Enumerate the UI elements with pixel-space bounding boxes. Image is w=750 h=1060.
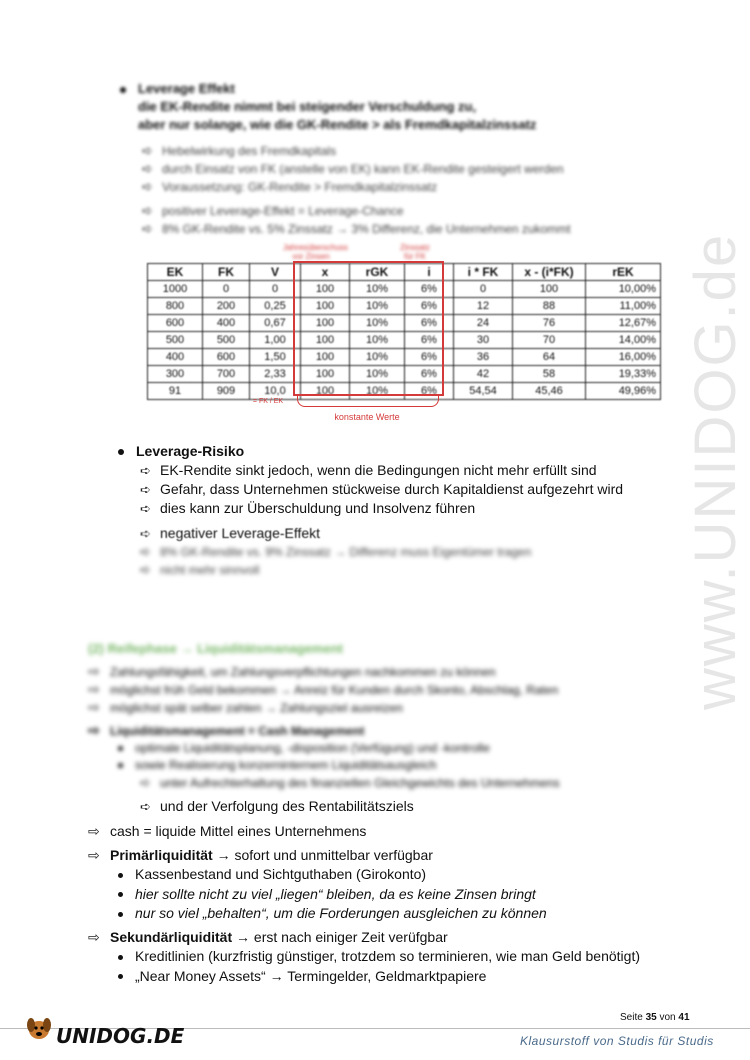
- table-row: [148, 349, 661, 366]
- label-i: Zinssatz für FK: [400, 243, 430, 261]
- table-cell: 91: [148, 383, 203, 400]
- table-cell: 16,00%: [586, 349, 661, 366]
- bullet-icon: [118, 955, 123, 960]
- arrow-icon: ➪: [140, 501, 151, 516]
- table-cell: 10%: [350, 349, 405, 366]
- list-item: ⇨ möglichst früh Geld bekommen → Anreiz für Kunden durch Skonto, Abschlag, Raten: [88, 681, 559, 697]
- table-cell: 14,00%: [586, 332, 661, 349]
- list-item: Kreditlinien (kurzfristig günstiger, trotzdem so terminieren, wie man Geld benötigt): [118, 947, 728, 967]
- bullet-icon: [120, 87, 126, 93]
- term-label: Primärliquidität: [110, 846, 213, 863]
- list-item: ⇨ Primärliquidität → sofort und unmittelbar verfügbar: [88, 846, 728, 866]
- table-cell: 10%: [350, 332, 405, 349]
- bullet-icon: [118, 449, 124, 455]
- table-row: [148, 366, 661, 383]
- list-item: Kassenbestand und Sichtguthaben (Girokonto): [118, 865, 728, 885]
- heading-line: aber nur solange, wie die GK-Rendite > als Fremdkapitalzinssatz: [138, 117, 537, 132]
- column-header: V: [250, 264, 301, 281]
- column-header: i * FK: [454, 264, 513, 281]
- bullet-icon: [118, 873, 123, 878]
- bullet-icon: [118, 746, 123, 751]
- table-cell: 10%: [350, 366, 405, 383]
- section-heading: Leverage-Risiko: [136, 443, 245, 459]
- heading-line: die EK-Rendite nimmt bei steigender Verschuldung zu,: [138, 99, 477, 114]
- column-header: FK: [203, 264, 250, 281]
- label-v: = FK / EK: [252, 398, 284, 405]
- arrow-icon: ➪: [140, 562, 151, 577]
- table-cell: 600: [148, 315, 203, 332]
- table-cell: 500: [148, 332, 203, 349]
- term-label: Sekundärliquidität: [110, 928, 233, 945]
- table-cell: 88: [513, 298, 586, 315]
- column-header: rEK: [586, 264, 661, 281]
- arrow-icon: ➪: [140, 526, 151, 541]
- site-logo: UNIDOG.DE: [56, 1024, 185, 1048]
- list-item: ➪ negativer Leverage-Effekt: [140, 525, 321, 541]
- table-cell: 49,96%: [586, 383, 661, 400]
- table-cell: 700: [203, 366, 250, 383]
- list-item-text: und der Verfolgung des Rentabilitätsziels: [160, 798, 414, 814]
- table-cell: 6%: [405, 298, 454, 315]
- leverage-risk-section: [118, 442, 718, 579]
- table-cell: 2,33: [250, 366, 301, 383]
- column-header: x - (i*FK): [513, 264, 586, 281]
- table-cell: 10,0: [250, 383, 301, 400]
- arrow-icon: ➪: [142, 203, 153, 218]
- list-item: ➪ positiver Leverage-Effekt = Leverage-Chance: [142, 203, 404, 218]
- column-header: EK: [148, 264, 203, 281]
- leverage-table: [147, 263, 661, 400]
- table-cell: 1,00: [250, 332, 301, 349]
- list-item: ➪ Gefahr, dass Unternehmen stückweise durch Kapitaldienst aufgezehrt wird: [140, 481, 624, 497]
- table-cell: 500: [203, 332, 250, 349]
- leverage-effect-section: [120, 80, 680, 238]
- table-cell: 400: [203, 315, 250, 332]
- column-header: i: [405, 264, 454, 281]
- watermark: www.UNIDOG.de: [683, 232, 748, 710]
- table-row: [148, 315, 661, 332]
- list-item: ⇨ Sekundärliquidität → erst nach einiger Zeit verüfgbar: [88, 928, 728, 948]
- list-item: [140, 797, 700, 816]
- arrow-icon: ⇨: [88, 928, 100, 945]
- table-cell: 100: [301, 366, 350, 383]
- dog-logo-icon: [25, 1015, 53, 1043]
- list-item: ➪ 8% GK-Rendite vs. 9% Zinssatz → Differenz muss Eigentümer tragen: [140, 544, 532, 559]
- bullet-icon: [118, 763, 123, 768]
- table-cell: 0: [454, 281, 513, 298]
- table-header-row: [148, 264, 661, 281]
- arrow-icon: ➪: [140, 799, 151, 814]
- list-item: ➪ nicht mehr sinnvoll: [140, 562, 260, 577]
- table-cell: 100: [301, 332, 350, 349]
- list-item: hier sollte nicht zu viel „liegen“ bleiben, da es keine Zinsen bringt: [118, 885, 728, 905]
- table-row: [148, 298, 661, 315]
- arrow-icon: ➪: [140, 482, 151, 497]
- table-cell: 76: [513, 315, 586, 332]
- label-x: Jahresüberschuss vor Zinsen: [283, 243, 348, 261]
- table-cell: 100: [301, 383, 350, 400]
- table-cell: 19,33%: [586, 366, 661, 383]
- table-cell: 6%: [405, 366, 454, 383]
- table-cell: 100: [513, 281, 586, 298]
- arrow-icon: ⇨: [88, 823, 100, 839]
- table-cell: 70: [513, 332, 586, 349]
- arrow-icon: ➪: [142, 179, 153, 194]
- list-item: ⇨ möglichst spät selber zahlen → Zahlungsziel ausreizen: [88, 699, 403, 715]
- liquidity-section: [88, 822, 728, 986]
- table-cell: 6%: [405, 383, 454, 400]
- arrow-icon: ➪: [140, 463, 151, 478]
- table-cell: 12: [454, 298, 513, 315]
- table-cell: 12,67%: [586, 315, 661, 332]
- table-cell: 10,00%: [586, 281, 661, 298]
- table-cell: 10%: [350, 281, 405, 298]
- table-cell: 36: [454, 349, 513, 366]
- bullet-icon: [118, 912, 123, 917]
- table-cell: 6%: [405, 349, 454, 366]
- list-item: ➪ Hebelwirkung des Fremdkapitals: [142, 143, 337, 158]
- table-cell: 42: [454, 366, 513, 383]
- list-item: ⇨ Liquiditätsmanagement = Cash Management: [88, 722, 365, 738]
- label-constant: konstante Werte: [334, 412, 400, 422]
- arrow-icon: ➪: [140, 544, 151, 559]
- table-cell: 600: [203, 349, 250, 366]
- bullet-icon: [118, 974, 123, 979]
- table-cell: 0,25: [250, 298, 301, 315]
- list-item: optimale Liquiditätsplanung, -disposition (Verfügung) und -kontrolle: [118, 740, 708, 757]
- table-cell: 100: [301, 281, 350, 298]
- table-row: [148, 281, 661, 298]
- list-item: ➪ 8% GK-Rendite vs. 5% Zinssatz → 3% Differenz, die Unternehmen zukommt: [142, 221, 571, 236]
- list-item: ➪ EK-Rendite sinkt jedoch, wenn die Bedingungen nicht mehr erfüllt sind: [140, 462, 597, 478]
- table-cell: 10%: [350, 315, 405, 332]
- table-cell: 54,54: [454, 383, 513, 400]
- section-title: (2) Reifephase → Liquiditätsmanagement: [88, 641, 343, 656]
- list-item: ⇨ Zahlungsfähigkeit, um Zahlungsverpflichtungen nachkommen zu können: [88, 663, 496, 679]
- table-cell: 6%: [405, 332, 454, 349]
- arrow-icon: ➪: [142, 143, 153, 158]
- table-cell: 300: [148, 366, 203, 383]
- table-cell: 0: [250, 281, 301, 298]
- list-item: ➪ unter Aufrechterhaltung des finanziellen Gleichgewichts des Unternehmens: [140, 775, 560, 790]
- list-item: „Near Money Assets“ → Termingelder, Geldmarktpapiere: [118, 967, 728, 987]
- table-cell: 100: [301, 349, 350, 366]
- arrow-icon: ⇨: [88, 722, 100, 738]
- table-cell: 200: [203, 298, 250, 315]
- arrow-icon: ➪: [142, 221, 153, 236]
- table-cell: 909: [203, 383, 250, 400]
- bullet-icon: [118, 892, 123, 897]
- page-number: Seite 35 von 41: [620, 1012, 690, 1023]
- list-item: ➪ durch Einsatz von FK (anstelle von EK) kann EK-Rendite gesteigert werden: [142, 161, 564, 176]
- table-cell: 10%: [350, 383, 405, 400]
- arrow-icon: ➪: [140, 775, 151, 790]
- list-item: ➪ Voraussetzung: GK-Rendite > Fremdkapitalzinssatz: [142, 179, 438, 194]
- table-row: [148, 332, 661, 349]
- list-item: ⇨ cash = liquide Mittel eines Unternehmens: [88, 822, 728, 842]
- table-cell: 6%: [405, 281, 454, 298]
- table-cell: 1000: [148, 281, 203, 298]
- arrow-icon: ➪: [142, 161, 153, 176]
- table-cell: 100: [301, 298, 350, 315]
- list-item: nur so viel „behalten“, um die Forderungen ausgleichen zu können: [118, 904, 728, 924]
- table-cell: 64: [513, 349, 586, 366]
- leverage-table-wrap: [147, 243, 661, 422]
- table-cell: 1,50: [250, 349, 301, 366]
- brace-icon: [297, 396, 439, 407]
- heading-line: Leverage Effekt: [138, 81, 235, 96]
- table-cell: 0: [203, 281, 250, 298]
- table-cell: 10%: [350, 298, 405, 315]
- table-cell: 58: [513, 366, 586, 383]
- table-cell: 11,00%: [586, 298, 661, 315]
- table-cell: 0,67: [250, 315, 301, 332]
- column-header: x: [301, 264, 350, 281]
- arrow-icon: ⇨: [88, 846, 100, 863]
- column-header: rGK: [350, 264, 405, 281]
- table-cell: 24: [454, 315, 513, 332]
- list-item: ➪ dies kann zur Überschuldung und Insolvenz führen: [140, 500, 476, 516]
- table-cell: 30: [454, 332, 513, 349]
- table-cell: 100: [301, 315, 350, 332]
- footer-tagline: Klausurstoff von Studis für Studis: [520, 1034, 714, 1048]
- table-cell: 6%: [405, 315, 454, 332]
- reifephase-section: [88, 640, 708, 792]
- arrow-icon: ⇨: [88, 663, 100, 679]
- arrow-icon: ⇨: [88, 699, 100, 715]
- table-cell: 400: [148, 349, 203, 366]
- list-item: sowie Realisierung konzerninternem Liquiditätsausgleich: [118, 757, 708, 774]
- table-cell: 800: [148, 298, 203, 315]
- table-cell: 45,46: [513, 383, 586, 400]
- arrow-icon: ⇨: [88, 681, 100, 697]
